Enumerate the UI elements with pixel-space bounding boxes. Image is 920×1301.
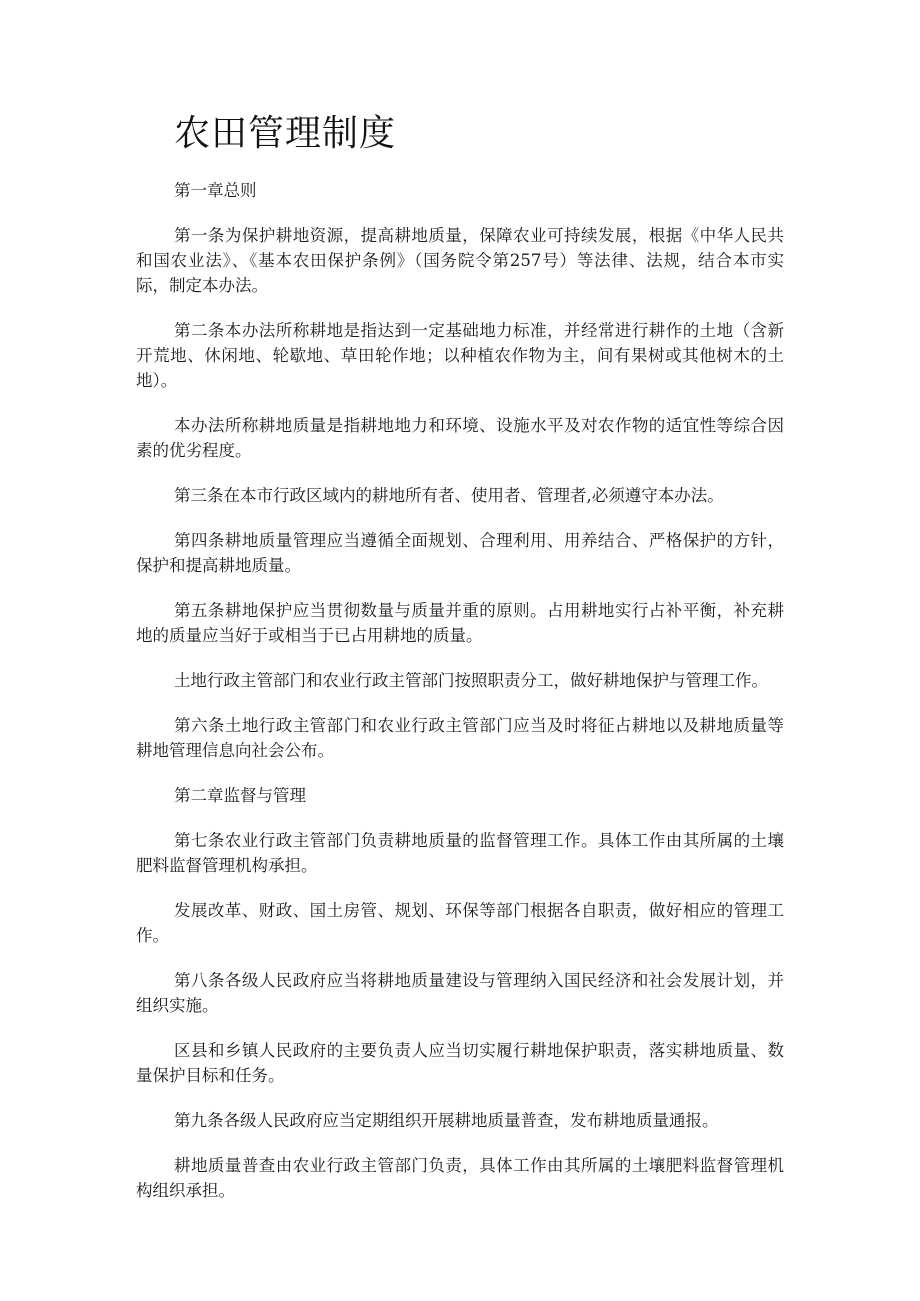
paragraph: 区县和乡镇人民政府的主要负责人应当切实履行耕地保护职责，落实耕地质量、数量保护目标和任务。 [136, 1041, 784, 1085]
paragraph: 第一条为保护耕地资源，提高耕地质量，保障农业可持续发展，根据《中华人民共和国农业法》、《基本农田保护条例》（国务院令第257号）等法律、法规，结合本市实际，制定本办法。 [136, 226, 784, 295]
paragraph: 第九条各级人民政府应当定期组织开展耕地质量普查，发布耕地质量通报。 [174, 1111, 719, 1130]
paragraph: 第二条本办法所称耕地是指达到一定基础地力标准，并经常进行耕作的土地（含新开荒地、休闲地、轮歇地、草田轮作地；以种植农作物为主，间有果树或其他树木的土地）。 [136, 321, 784, 390]
paragraph: 土地行政主管部门和农业行政主管部门按照职责分工，做好耕地保护与管理工作。 [174, 671, 768, 690]
document-title: 农田管理制度 [174, 113, 397, 154]
chapter-heading: 第二章监督与管理 [174, 786, 306, 805]
chapter-heading: 第一章总则 [174, 181, 257, 200]
paragraph: 第四条耕地质量管理应当遵循全面规划、合理利用、用养结合、严格保护的方针，保护和提高耕地质量。 [136, 531, 784, 575]
paragraph: 本办法所称耕地质量是指耕地地力和环境、设施水平及对农作物的适宜性等综合因素的优劣程度。 [136, 416, 784, 460]
paragraph: 第八条各级人民政府应当将耕地质量建设与管理纳入国民经济和社会发展计划，并组织实施。 [136, 971, 784, 1015]
paragraph: 第七条农业行政主管部门负责耕地质量的监督管理工作。具体工作由其所属的土壤肥料监督管理机构承担。 [136, 831, 784, 875]
paragraph: 第五条耕地保护应当贯彻数量与质量并重的原则。占用耕地实行占补平衡，补充耕地的质量应当好于或相当于已占用耕地的质量。 [136, 601, 784, 645]
paragraph: 发展改革、财政、国土房管、规划、环保等部门根据各自职责，做好相应的管理工作。 [136, 901, 784, 945]
paragraph: 第三条在本市行政区域内的耕地所有者、使用者、管理者,必须遵守本办法。 [174, 486, 724, 505]
paragraph: 耕地质量普查由农业行政主管部门负责，具体工作由其所属的土壤肥料监督管理机构组织承担。 [136, 1156, 784, 1200]
document-page [136, 108, 784, 1203]
paragraph: 第六条土地行政主管部门和农业行政主管部门应当及时将征占耕地以及耕地质量等耕地管理信息向社会公布。 [136, 716, 784, 760]
